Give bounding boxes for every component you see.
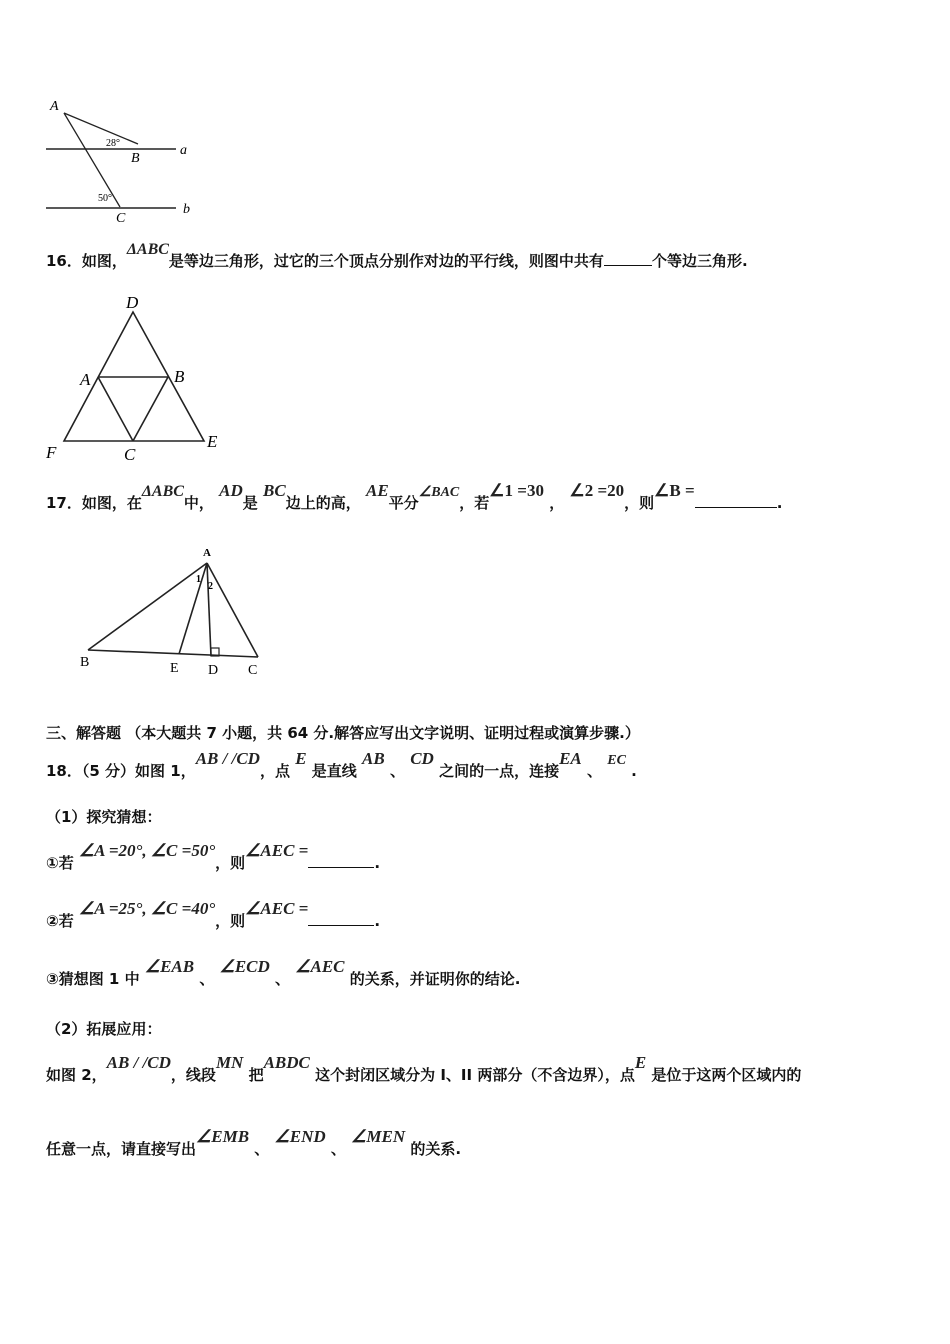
q18-number: 18．（5 分）如图 1， — [46, 762, 196, 780]
q16-tail: 个等边三角形. — [651, 252, 748, 270]
q18-part2-line1 — [46, 1053, 802, 1085]
q18-p3-pre: 任意一点，请直接写出 — [46, 1140, 197, 1158]
q18-t2: 是直线 — [311, 762, 357, 780]
q18-c1-math2: ∠AEC = — [245, 841, 309, 860]
q17-t7: ，则 — [624, 494, 655, 512]
q17-m7: ∠2 =20 — [569, 481, 625, 500]
q17-end: . — [776, 494, 783, 512]
q17-m2: AD — [219, 481, 243, 500]
q17-t4: 平分 — [388, 494, 419, 512]
q18-c3-pre: ③猜想图 1 中 — [46, 970, 140, 988]
label-C: C — [124, 445, 136, 464]
label-F: F — [46, 443, 57, 462]
q17-m5: ∠BAC — [418, 485, 460, 500]
side-AC — [207, 563, 258, 657]
q18-c1-pre: ①若 — [46, 854, 74, 872]
q18-c1-end: . — [374, 854, 381, 872]
question-17 — [46, 481, 783, 513]
q18-p2-t4: 是位于这两个区域内的 — [651, 1066, 802, 1084]
label-E: E — [207, 432, 218, 451]
q17-answer-blank[interactable] — [695, 493, 777, 508]
q18-c3-m2: ∠ECD — [219, 957, 270, 976]
q18-t6: . — [631, 762, 637, 780]
q17-number: 17．如图，在 — [46, 494, 142, 512]
q17-t6: ， — [549, 494, 565, 512]
q18-p3-s2: 、 — [330, 1140, 346, 1158]
label-B: B — [80, 655, 90, 670]
angle-28: 28° — [106, 138, 120, 149]
q17-m4: AE — [365, 481, 389, 500]
side-BC — [88, 650, 258, 657]
q17-t1: 中， — [183, 494, 214, 512]
q18-c2-mid: ，则 — [215, 912, 246, 930]
label-B: B — [174, 367, 185, 386]
q18-c2-pre: ②若 — [46, 912, 74, 930]
q18-m3: AB — [362, 749, 385, 768]
label-B: B — [131, 151, 140, 166]
figure-parallel-lines — [38, 92, 208, 227]
label-angle-2: 2 — [208, 581, 213, 592]
q18-p2-m2: MN — [215, 1053, 244, 1072]
q18-p2-m3: ABDC — [263, 1053, 310, 1072]
q18-c3-s2: 、 — [275, 970, 291, 988]
q18-p2-pre: 如图 2， — [46, 1066, 107, 1084]
angle-50: 50° — [98, 193, 112, 204]
q18-t5: 、 — [587, 762, 603, 780]
q16-math-abc: ΔABC — [126, 241, 169, 258]
q18-m2: E — [295, 749, 307, 768]
q18-m1: AB / /CD — [195, 749, 260, 768]
q18-c2-end: . — [374, 912, 381, 930]
q18-c2-math2: ∠AEC = — [245, 899, 309, 918]
q18-p2-m4: E — [634, 1053, 647, 1072]
figure-equilateral-triangles — [40, 290, 230, 465]
q18-m5: EA — [559, 749, 582, 768]
segment-AC — [98, 377, 133, 441]
q18-case-3 — [46, 957, 521, 989]
q17-m8: ∠B = — [654, 481, 695, 500]
q18-c3-end: 的关系，并证明你的结论. — [349, 970, 521, 988]
question-16 — [46, 241, 748, 271]
segment-BC — [133, 377, 168, 441]
q18-case-1 — [46, 841, 381, 873]
q18-c2-math: ∠A =25°, ∠C =40° — [78, 899, 216, 918]
q18-p2-t2: 把 — [248, 1066, 264, 1084]
q18-c1-mid: ，则 — [215, 854, 246, 872]
q16-number: 16．如图， — [46, 252, 127, 270]
q16-text: 是等边三角形，过它的三个顶点分别作对边的平行线，则图中共有 — [168, 252, 604, 270]
figure-triangle-altitude — [76, 540, 276, 680]
label-A: A — [203, 547, 211, 559]
q17-t3: 边上的高， — [285, 494, 361, 512]
q18-c3-m3: ∠AEC — [295, 957, 345, 976]
q18-part1-title: （1）探究猜想： — [46, 808, 162, 826]
q18-p2-m1: AB / /CD — [106, 1053, 171, 1072]
label-E: E — [170, 661, 179, 676]
q18-t4: 之间的一点，连接 — [439, 762, 560, 780]
q18-p3-m3: ∠MEN — [351, 1127, 406, 1146]
q18-m4: CD — [410, 749, 434, 768]
q18-m6: EC — [607, 753, 626, 768]
label-D: D — [208, 663, 219, 678]
label-b: b — [183, 202, 190, 217]
label-A: A — [80, 370, 91, 389]
q18-c2-answer-blank[interactable] — [308, 911, 374, 926]
label-a: a — [180, 143, 187, 158]
q18-p2-t1: ，线段 — [170, 1066, 216, 1084]
q17-m6: ∠1 =30 — [489, 481, 544, 500]
q18-c1-answer-blank[interactable] — [308, 853, 374, 868]
segment-AD — [207, 563, 211, 656]
q18-p3-m1: ∠EMB — [196, 1127, 250, 1146]
label-angle-1: 1 — [196, 574, 201, 585]
segment-AE — [179, 563, 207, 654]
q17-t5: ，若 — [459, 494, 490, 512]
q17-m1: ΔABC — [141, 483, 184, 500]
q17-m3: BC — [263, 481, 286, 500]
label-C: C — [248, 663, 258, 678]
label-C: C — [116, 211, 126, 226]
q18-case-2 — [46, 899, 381, 931]
q18-c3-m1: ∠EAB — [144, 957, 195, 976]
q18-p2-t3: 这个封闭区域分为 I、II 两部分（不含边界），点 — [315, 1066, 635, 1084]
q18-p3-end: 的关系. — [410, 1140, 462, 1158]
q18-c1-math: ∠A =20°, ∠C =50° — [78, 841, 216, 860]
q18-t1: ，点 — [259, 762, 290, 780]
question-18 — [46, 749, 637, 781]
q16-answer-blank[interactable] — [604, 251, 652, 266]
label-D: D — [126, 293, 139, 312]
q18-p3-m2: ∠END — [274, 1127, 326, 1146]
q18-p3-s1: 、 — [254, 1140, 270, 1158]
q18-c3-s1: 、 — [199, 970, 215, 988]
side-AB — [88, 563, 207, 650]
q18-part2-title: （2）拓展应用： — [46, 1020, 162, 1038]
q17-t2: 是 — [242, 494, 258, 512]
q18-t3: 、 — [389, 762, 405, 780]
section-3-heading: 三、解答题 （本大题共 7 小题，共 64 分.解答应写出文字说明、证明过程或演算步骤.） — [46, 724, 640, 742]
q18-part2-line2 — [46, 1127, 462, 1159]
segment-AB — [64, 113, 138, 144]
label-A: A — [50, 99, 59, 114]
